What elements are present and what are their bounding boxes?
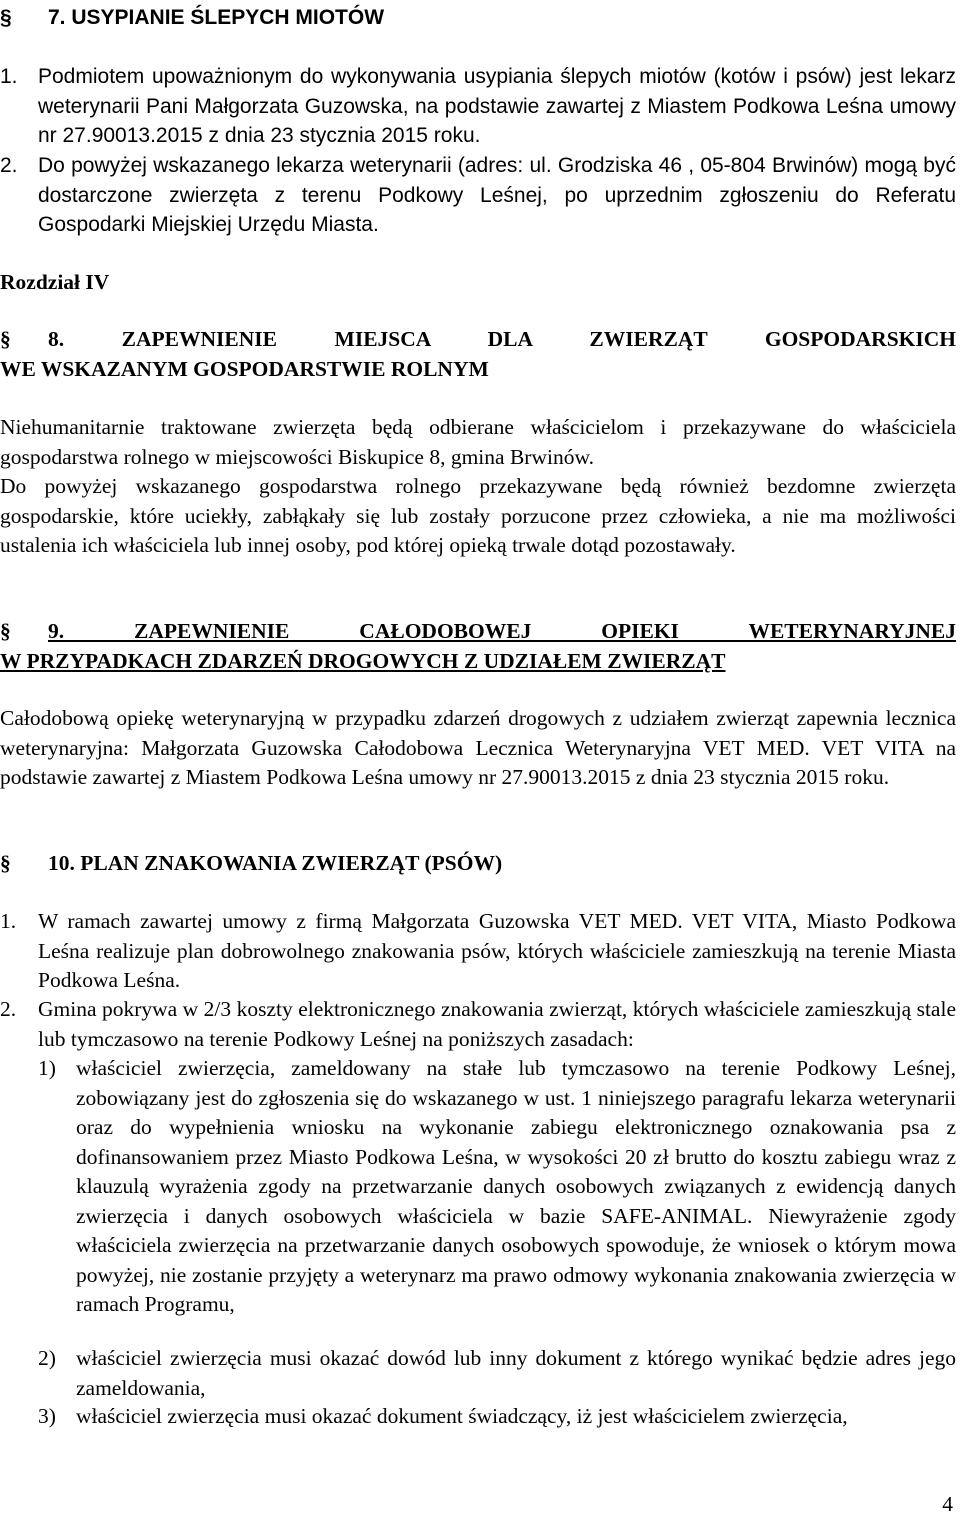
section-8-paragraph-1: Niehumanitarnie traktowane zwierzęta będą odbierane właścicielom i przekazywane do właściciela gospodarstwa rolnego w miejscowości Biskupice 8, gmina Brwinów. xyxy=(0,415,956,469)
section-10-heading xyxy=(0,849,956,879)
sub-list-item xyxy=(38,1402,956,1432)
list-item xyxy=(0,907,956,996)
page-number: 4 xyxy=(942,1492,953,1516)
sub-list-item-number: 2) xyxy=(38,1346,56,1370)
section-8-title-line1: 8. ZAPEWNIENIE MIEJSCA DLA ZWIERZĄT GOSPODARSKICH xyxy=(48,327,956,351)
sub-list-item-number: 1) xyxy=(38,1056,56,1080)
sub-list-item-text: właściciel zwierzęcia, zameldowany na stałe lub tymczasowo na terenie Podkowy Leśnej, zobowiązany jest do zgłoszenia się do wskazanego w ust. 1 niniejszego paragrafu lekarza weterynarii oraz do wypełnienia wniosku na wykonanie zabiegu elektronicznego oznakowania psa z dofinansowaniem przez Miasto Podkowa Leśna, w wysokości 20 zł brutto do kosztu zabiegu wraz z klauzulą wyrażenia zgody na przetwarzanie danych osobowych związanych z ewidencją danych zwierzęcia i danych osobowych właściciela w bazie SAFE-ANIMAL. Niewyrażenie zgody właściciela zwierzęcia na przetwarzanie danych osobowych spowoduje, że wniosek o którym mowa powyżej, nie zostanie przyjęty a weterynarz ma prawo odmowy wykonania znakowania zwierzęcia w ramach Programu, xyxy=(76,1056,956,1316)
list-item xyxy=(0,62,956,151)
section-9-paragraph: Całodobową opiekę weterynaryjną w przypadku zdarzeń drogowych z udziałem zwierząt zapewnia lecznica weterynaryjna: Małgorzata Guzowska Całodobowa Lecznica Weterynaryjna VET MED. VET VITA na podstawie zawartej z Miastem Podkowa Leśna umowy nr 27.90013.2015 z dnia 23 stycznia 2015 roku. xyxy=(0,706,956,789)
section-7-title: 7. USYPIANIE ŚLEPYCH MIOTÓW xyxy=(48,6,385,29)
sub-list-item xyxy=(38,1054,956,1320)
list-item-text: Podmiotem upoważnionym do wykonywania usypiania ślepych miotów (kotów i psów) jest lekarz weterynarii Pani Małgorzata Guzowska, na podstawie zawartej z Miastem Podkowa Leśna umowy nr 27.90013.2015 z dnia 23 stycznia 2015 roku. xyxy=(38,65,956,147)
list-item xyxy=(0,151,956,240)
section-mark: § xyxy=(0,6,12,29)
section-9-title-line2: W PRZYPADKACH ZDARZEŃ DROGOWYCH Z UDZIAŁEM ZWIERZĄT xyxy=(0,648,726,673)
list-item-number: 1. xyxy=(0,65,18,88)
list-item xyxy=(0,995,956,1054)
list-item-text: W ramach zawartej umowy z firmą Małgorzata Guzowska VET MED. VET VITA, Miasto Podkowa Leśna realizuje plan dobrowolnego znakowania psów, których właściciele zamieszkują na terenie Miasta Podkowa Leśna. xyxy=(38,909,956,992)
section-7-heading xyxy=(0,3,956,33)
section-9-title-line1: 9. ZAPEWNIENIE CAŁODOBOWEJ OPIEKI WETERYNARYJNEJ xyxy=(48,619,956,643)
section-mark: § xyxy=(0,851,11,875)
list-item-text: Gmina pokrywa w 2/3 koszty elektronicznego znakowania zwierząt, których właściciele zamieszkują stale lub tymczasowo na terenie Podkowy Leśnej na poniższych zasadach: xyxy=(38,997,956,1051)
section-8-title-line2: WE WSKAZANYM GOSPODARSTWIE ROLNYM xyxy=(0,356,489,381)
list-item-text: Do powyżej wskazanego lekarza weterynarii (adres: ul. Grodziska 46 , 05-804 Brwinów) mogą być dostarczone zwierzęta z terenu Podkowy Leśnej, po uprzednim zgłoszeniu do Referatu Gospodarki Miejskiej Urzędu Miasta. xyxy=(38,154,956,236)
sub-list-item-text: właściciel zwierzęcia musi okazać dowód lub inny dokument z którego wynikać będzie adres jego zameldowania, xyxy=(76,1346,956,1400)
sub-list-item xyxy=(38,1344,956,1403)
sub-list-item-text: właściciel zwierzęcia musi okazać dokument świadczący, iż jest właścicielem zwierzęcia, xyxy=(76,1404,848,1428)
list-item-number: 2. xyxy=(0,997,17,1021)
section-mark: § xyxy=(0,327,11,351)
section-8-paragraph-2: Do powyżej wskazanego gospodarstwa rolnego przekazywane będą również bezdomne zwierzęta gospodarskie, które uciekły, zabłąkały się lub zostały porzucone przez człowieka, a nie ma możliwości ustalenia ich właściciela lub innej osoby, pod której opieką trwale dotąd pozostawały. xyxy=(0,474,956,557)
list-item-number: 2. xyxy=(0,154,18,177)
section-9-heading xyxy=(0,617,956,676)
chapter-heading: Rozdział IV xyxy=(0,270,110,294)
section-mark: § xyxy=(0,619,11,643)
section-10-title: 10. PLAN ZNAKOWANIA ZWIERZĄT (PSÓW) xyxy=(48,851,503,875)
section-8-heading xyxy=(0,325,956,384)
list-item-number: 1. xyxy=(0,909,17,933)
sub-list-item-number: 3) xyxy=(38,1404,56,1428)
